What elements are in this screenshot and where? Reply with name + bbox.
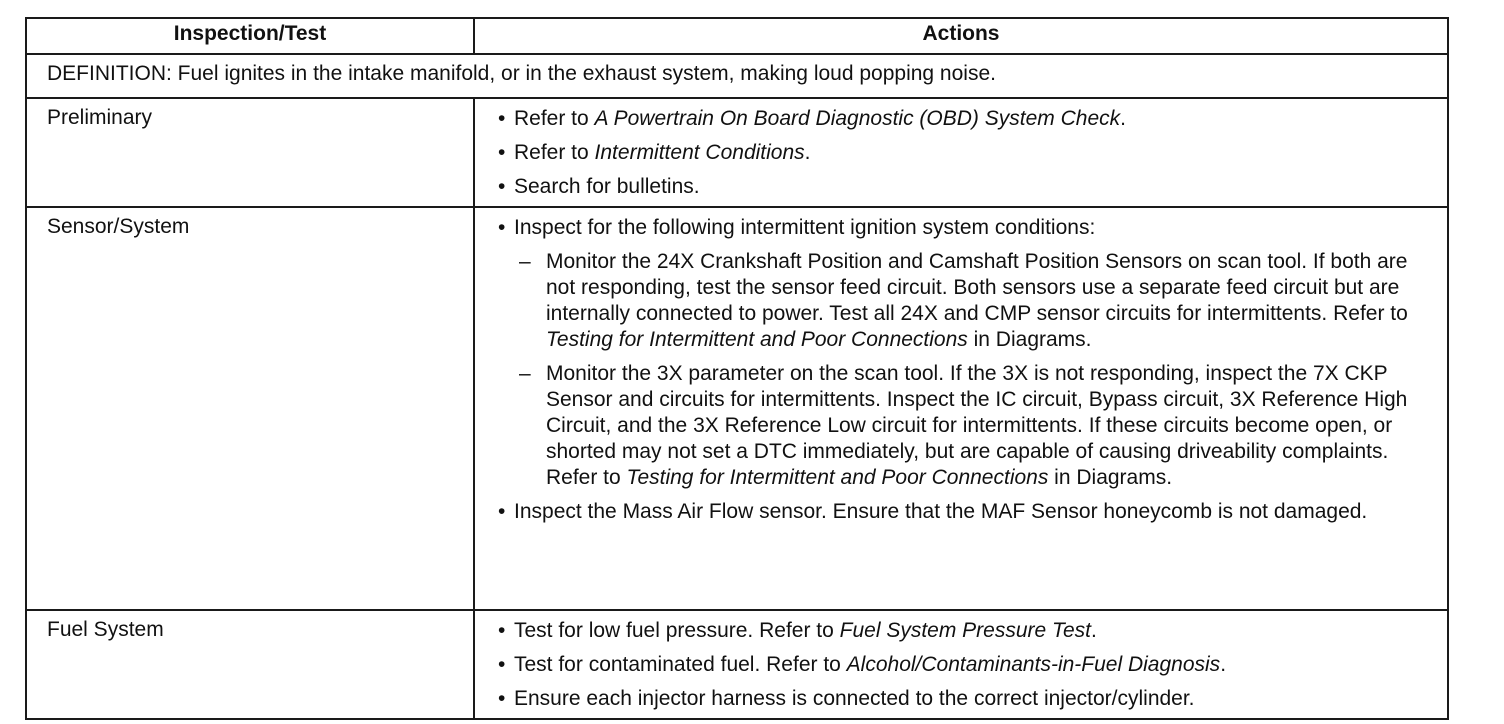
action-item: • Ensure each injector harness is connected to the correct injector/cylinder. (485, 686, 1441, 712)
row-label-fuel-system: Fuel System (26, 610, 474, 719)
definition-row (26, 54, 1448, 98)
action-item: • Inspect the Mass Air Flow sensor. Ensure that the MAF Sensor honeycomb is not damaged. (485, 499, 1441, 525)
action-item: • Inspect for the following intermittent ignition system conditions: (485, 215, 1441, 241)
action-item: • Test for low fuel pressure. Refer to Fuel System Pressure Test. (485, 618, 1441, 644)
row-label-sensor-system: Sensor/System (26, 207, 474, 610)
row-label-preliminary: Preliminary (26, 98, 474, 207)
actions-sensor-system (474, 207, 1448, 610)
action-subitem: – Monitor the 24X Crankshaft Position and Camshaft Position Sensors on scan tool. If both are not responding, test the sensor feed circuit. Both sensors use a separate feed circuit but are internally connected to power. Test all 24X and CMP sensor circuits for intermittents. Refer to Testing for Intermittent and Poor Connections in Diagrams. (485, 249, 1441, 353)
header-inspection-test: Inspection/Test (26, 18, 474, 54)
reference-link: Intermittent Conditions (594, 141, 805, 164)
header-actions: Actions (474, 18, 1448, 54)
diagnostic-table (25, 17, 1449, 720)
table-row-fuel-system (26, 610, 1448, 719)
definition-text: DEFINITION: Fuel ignites in the intake manifold, or in the exhaust system, making loud popping noise. (26, 54, 1448, 98)
reference-link: Testing for Intermittent and Poor Connections (626, 466, 1049, 489)
action-item: • Refer to A Powertrain On Board Diagnostic (OBD) System Check. (485, 106, 1441, 132)
reference-link: Fuel System Pressure Test (839, 619, 1091, 642)
action-item: • Search for bulletins. (485, 174, 1441, 200)
actions-preliminary (474, 98, 1448, 207)
header-row (26, 18, 1448, 54)
reference-link: Alcohol/Contaminants-in-Fuel Diagnosis (846, 653, 1221, 676)
action-item: • Test for contaminated fuel. Refer to Alcohol/Contaminants-in-Fuel Diagnosis. (485, 652, 1441, 678)
action-subitem: – Monitor the 3X parameter on the scan tool. If the 3X is not responding, inspect the 7X CKP Sensor and circuits for intermittents. Inspect the IC circuit, Bypass circuit, 3X Reference High Circuit, and the 3X Reference Low circuit for intermittents. If these circuits become open, or shorted may not set a DTC immediately, but are capable of causing driveability complaints. Refer to Testing for Intermittent and Poor Connections in Diagrams. (485, 361, 1441, 491)
actions-fuel-system (474, 610, 1448, 719)
reference-link: Testing for Intermittent and Poor Connections (546, 328, 968, 351)
table-row-preliminary (26, 98, 1448, 207)
action-item: • Refer to Intermittent Conditions. (485, 140, 1441, 166)
reference-link: A Powertrain On Board Diagnostic (OBD) System Check (594, 107, 1121, 130)
table-row-sensor-system (26, 207, 1448, 610)
